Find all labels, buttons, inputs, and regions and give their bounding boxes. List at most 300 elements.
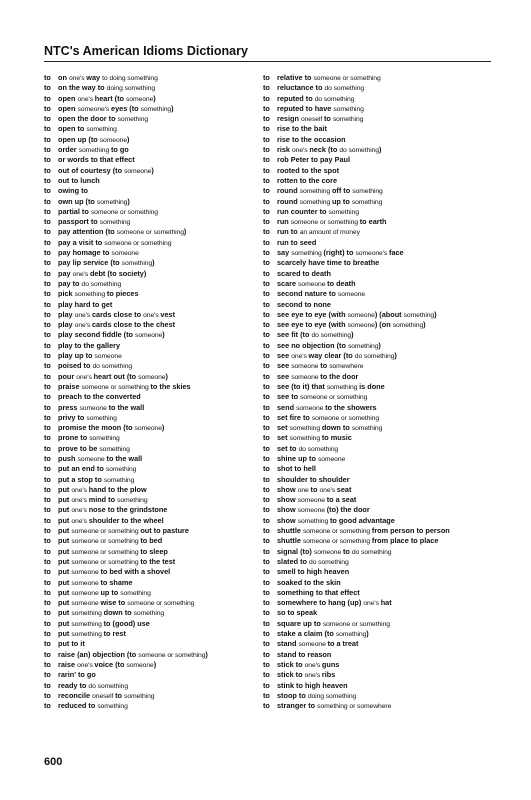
idiom-variable: something xyxy=(103,476,135,484)
idiom-entry xyxy=(44,145,269,155)
idiom-text: pour xyxy=(58,371,77,381)
idiom-variable: one's xyxy=(71,507,89,515)
idiom-text: show xyxy=(277,484,298,494)
idiom-entry xyxy=(263,341,495,351)
idiom-entry xyxy=(263,227,495,237)
idiom-variable: something xyxy=(140,105,172,113)
idiom-variable: someone or something xyxy=(71,558,141,566)
idiom-entry xyxy=(44,94,269,104)
headword-to: to xyxy=(44,196,51,206)
idiom-entry xyxy=(263,83,495,93)
idiom-variable: someone or something xyxy=(81,383,151,391)
headword-to: to xyxy=(44,83,51,93)
idiom-text: see fit (to xyxy=(277,330,312,340)
idiom-text: run to seed xyxy=(277,237,317,247)
headword-to: to xyxy=(263,515,270,525)
idiom-entry xyxy=(44,124,269,134)
idiom-text: face xyxy=(389,248,404,258)
idiom-variable: something xyxy=(117,116,149,124)
idiom-text: say xyxy=(277,248,292,258)
headword-to: to xyxy=(44,299,51,309)
headword-to: to xyxy=(263,340,270,350)
idiom-variable: something xyxy=(105,466,137,474)
idiom-entry xyxy=(44,227,269,237)
idiom-text: scared to death xyxy=(277,268,331,278)
idiom-entry xyxy=(263,681,495,691)
idiom-entry xyxy=(263,464,495,474)
idiom-text: open to xyxy=(58,124,87,134)
idiom-variable: one's xyxy=(72,270,90,278)
idiom-variable: someone xyxy=(317,455,346,463)
idiom-variable: something xyxy=(392,322,424,330)
headword-to: to xyxy=(263,206,270,216)
idiom-variable: someone xyxy=(138,373,166,381)
idiom-entry xyxy=(44,279,269,289)
idiom-variable: someone xyxy=(71,600,101,608)
idiom-variable: something xyxy=(97,703,128,711)
headword-to: to xyxy=(263,464,270,474)
idiom-entry xyxy=(263,124,495,134)
idiom-variable: one's xyxy=(304,672,322,680)
idiom-text: way xyxy=(86,73,103,82)
idiom-text: play up to xyxy=(58,351,95,361)
idiom-entry xyxy=(263,114,495,124)
idiom-entry xyxy=(44,557,269,567)
idiom-text: play to the gallery xyxy=(58,340,121,350)
idiom-variable: something xyxy=(332,116,364,124)
idiom-text: prove to be xyxy=(58,443,100,453)
headword-to: to xyxy=(44,690,51,700)
idiom-text: rob Peter to pay Paul xyxy=(277,155,350,165)
idiom-text: on the way to xyxy=(58,83,107,93)
idiom-text: press xyxy=(58,402,80,412)
idiom-text: ) xyxy=(127,196,130,206)
idiom-variable: somewhere xyxy=(329,363,364,371)
idiom-variable: one's xyxy=(291,353,309,361)
idiom-variable: something xyxy=(291,250,324,258)
headword-to: to xyxy=(263,505,270,515)
headword-to: to xyxy=(44,114,51,124)
idiom-entry xyxy=(44,217,269,227)
idiom-variable: something xyxy=(289,435,322,443)
idiom-entry xyxy=(263,495,495,505)
headword-to: to xyxy=(44,587,51,597)
idiom-entry xyxy=(44,269,269,279)
idiom-text: scare xyxy=(277,278,299,288)
idiom-text: put xyxy=(58,567,72,577)
headword-to: to xyxy=(44,93,51,103)
idiom-variable: do something xyxy=(309,558,349,566)
headword-to: to xyxy=(44,289,51,299)
idiom-text: put xyxy=(58,546,72,556)
idiom-entry xyxy=(263,598,495,608)
idiom-entry xyxy=(263,526,495,536)
idiom-text: put xyxy=(58,598,72,608)
headword-to: to xyxy=(44,392,51,402)
headword-to: to xyxy=(44,258,51,268)
idiom-text: debt (to society) xyxy=(89,268,147,278)
headword-to: to xyxy=(44,556,51,566)
idiom-text: ) (about xyxy=(374,309,404,319)
idiom-variable: someone xyxy=(126,661,154,669)
idiom-variable: doing something xyxy=(106,85,156,93)
headword-to: to xyxy=(263,659,270,669)
idiom-text: see no objection (to xyxy=(277,340,348,350)
headword-to: to xyxy=(263,309,270,319)
idiom-entry xyxy=(44,248,269,258)
idiom-text: vest xyxy=(160,309,176,319)
headword-to: to xyxy=(44,186,51,196)
idiom-text: put xyxy=(58,587,72,597)
idiom-text: scarcely have time to breathe xyxy=(277,258,380,268)
idiom-entry xyxy=(44,114,269,124)
idiom-text: run xyxy=(277,217,291,227)
headword-to: to xyxy=(44,433,51,443)
idiom-entry xyxy=(44,475,269,485)
headword-to: to xyxy=(44,103,51,113)
idiom-text: rotten to the core xyxy=(277,175,337,185)
idiom-entry xyxy=(263,73,495,83)
idiom-text: ) xyxy=(153,659,157,669)
idiom-text: ) xyxy=(171,103,174,113)
idiom-entry xyxy=(263,238,495,248)
idiom-variable: someone or something xyxy=(71,538,141,546)
idiom-entry xyxy=(263,578,495,588)
idiom-variable: someone or something xyxy=(311,414,380,422)
headword-to: to xyxy=(263,186,270,196)
headword-to: to xyxy=(44,423,51,433)
idiom-entry xyxy=(263,145,495,155)
idiom-text: risk xyxy=(277,145,293,155)
headword-to: to xyxy=(263,299,270,309)
idiom-entry xyxy=(44,300,269,310)
idiom-variable: to doing something xyxy=(102,75,158,82)
idiom-entry xyxy=(263,197,495,207)
idiom-variable: something xyxy=(120,589,151,597)
idiom-variable: someone xyxy=(298,641,328,649)
idiom-text: put xyxy=(58,505,72,515)
idiom-variable: one's xyxy=(74,322,92,330)
idiom-text: off to xyxy=(331,186,353,196)
idiom-entry xyxy=(44,433,269,443)
idiom-text: soaked to the skin xyxy=(277,577,341,587)
idiom-entry xyxy=(263,310,495,320)
idiom-variable: someone xyxy=(124,167,152,175)
headword-to: to xyxy=(44,73,51,82)
idiom-text: put xyxy=(58,526,72,536)
idiom-entry xyxy=(44,104,269,114)
idiom-text: set xyxy=(277,423,290,433)
idiom-text: put to it xyxy=(58,639,85,649)
idiom-variable: something xyxy=(78,147,111,155)
idiom-entry xyxy=(44,207,269,217)
idiom-text: play hard to get xyxy=(58,299,113,309)
idiom-text: smell to high heaven xyxy=(277,567,350,577)
headword-to: to xyxy=(44,227,51,237)
idiom-text: send xyxy=(277,402,297,412)
idiom-variable: someone or something xyxy=(116,229,184,237)
idiom-text: voice (to xyxy=(94,659,127,669)
idiom-text: somewhere to hang (up) xyxy=(277,598,364,608)
idiom-text: down to xyxy=(321,423,352,433)
idiom-variable: do something xyxy=(88,682,129,690)
idiom-text: ready to xyxy=(58,680,89,690)
idiom-variable: do something xyxy=(314,95,355,103)
idiom-text: shot to hell xyxy=(277,464,316,474)
idiom-entry xyxy=(263,248,495,258)
idiom-text: ) xyxy=(366,629,369,639)
idiom-text: heart out (to xyxy=(93,371,139,381)
header-rule xyxy=(44,61,491,62)
idiom-text: round xyxy=(277,186,300,196)
idiom-text: pay attention (to xyxy=(58,227,117,237)
idiom-entry xyxy=(263,289,495,299)
idiom-variable: something xyxy=(117,497,148,505)
idiom-text: rooted to the spot xyxy=(277,165,340,175)
idiom-variable: someone or something xyxy=(302,538,372,546)
idiom-text: put xyxy=(58,629,72,639)
headword-to: to xyxy=(263,680,270,690)
idiom-text: to the wall xyxy=(108,402,145,412)
idiom-variable: someone's xyxy=(355,250,390,258)
idiom-text: signal (to) xyxy=(277,546,314,556)
idiom-variable: someone or something xyxy=(127,600,195,608)
idiom-text: see eye to eye (with xyxy=(277,309,348,319)
idiom-text: ) xyxy=(351,330,354,340)
idiom-text: to bed xyxy=(140,536,163,546)
idiom-text: put an end to xyxy=(58,464,106,474)
idiom-variable: something xyxy=(89,435,120,443)
idiom-text: ) xyxy=(162,330,165,340)
idiom-text: set xyxy=(277,433,290,443)
headword-to: to xyxy=(263,639,270,649)
headword-to: to xyxy=(263,73,270,82)
idiom-variable: someone xyxy=(71,569,101,577)
idiom-text: own up (to xyxy=(58,196,97,206)
idiom-text: shuttle xyxy=(277,536,303,546)
idiom-text: privy to xyxy=(58,412,87,422)
headword-to: to xyxy=(44,309,51,319)
idiom-text: show xyxy=(277,515,298,525)
idiom-entry xyxy=(44,155,269,165)
idiom-text: reconcile xyxy=(58,690,93,700)
idiom-text: preach to the converted xyxy=(58,392,141,402)
headword-to: to xyxy=(263,392,270,402)
headword-to: to xyxy=(44,443,51,453)
idiom-variable: something xyxy=(351,425,383,433)
idiom-variable: one's xyxy=(363,600,381,608)
idiom-text: stand to reason xyxy=(277,649,332,659)
headword-to: to xyxy=(263,495,270,505)
headword-to: to xyxy=(263,237,270,247)
idiom-text: eyes (to xyxy=(111,103,141,113)
headword-to: to xyxy=(263,268,270,278)
idiom-text: poised to xyxy=(58,361,93,371)
headword-to: to xyxy=(44,371,51,381)
idiom-variable: someone or something xyxy=(71,548,141,556)
idiom-variable: one's xyxy=(71,497,89,505)
idiom-entry xyxy=(44,423,269,433)
idiom-entry xyxy=(263,382,495,392)
idiom-variable: something xyxy=(297,517,330,525)
idiom-variable: something xyxy=(289,425,322,433)
idiom-entry xyxy=(44,608,269,618)
idiom-text: praise xyxy=(58,381,82,391)
idiom-entry xyxy=(263,423,495,433)
headword-to: to xyxy=(44,526,51,536)
headword-to: to xyxy=(44,124,51,134)
idiom-text: put xyxy=(58,577,72,587)
idiom-variable: something xyxy=(71,620,104,628)
idiom-variable: someone xyxy=(298,280,328,288)
idiom-entry xyxy=(44,639,269,649)
idiom-variable: something xyxy=(326,383,360,391)
idiom-text: is done xyxy=(359,381,385,391)
idiom-entry xyxy=(263,701,495,711)
headword-to: to xyxy=(44,680,51,690)
idiom-text: to the skies xyxy=(150,381,191,391)
idiom-text: set fire to xyxy=(277,412,312,422)
idiom-entry xyxy=(263,475,495,485)
entries-column-right xyxy=(263,73,495,711)
idiom-variable: someone xyxy=(313,548,343,556)
headword-to: to xyxy=(263,217,270,227)
headword-to: to xyxy=(263,134,270,144)
idiom-text: pick xyxy=(58,289,75,299)
idiom-text: see xyxy=(277,371,292,381)
idiom-text: mind to xyxy=(88,495,118,505)
idiom-text: way clear (to xyxy=(308,351,355,361)
idiom-text: to the door xyxy=(320,371,359,381)
headword-to: to xyxy=(263,289,270,299)
idiom-text: ) xyxy=(378,340,381,350)
headword-to: to xyxy=(263,453,270,463)
idiom-variable: something xyxy=(71,631,104,639)
idiom-entry xyxy=(44,320,269,330)
headword-to: to xyxy=(44,134,51,144)
entries-column-left xyxy=(44,73,269,711)
idiom-text: ) (on xyxy=(374,320,393,330)
idiom-entry xyxy=(44,629,269,639)
idiom-variable: something xyxy=(352,188,383,196)
idiom-text: put xyxy=(58,618,72,628)
headword-to: to xyxy=(44,618,51,628)
idiom-text: to the test xyxy=(140,556,176,566)
idiom-text: put xyxy=(58,495,72,505)
idiom-entry xyxy=(263,155,495,165)
idiom-variable: someone xyxy=(94,353,122,361)
idiom-text: raise xyxy=(58,659,78,669)
idiom-entry xyxy=(44,135,269,145)
idiom-text: set to xyxy=(277,443,299,453)
idiom-text: to xyxy=(310,484,320,494)
idiom-text: to a treat xyxy=(327,639,359,649)
idiom-text: out to lunch xyxy=(58,175,100,185)
idiom-variable: something xyxy=(347,342,379,350)
idiom-text: slated to xyxy=(277,556,310,566)
headword-to: to xyxy=(263,433,270,443)
idiom-variable: something xyxy=(403,311,435,319)
idiom-entry xyxy=(263,330,495,340)
idiom-entry xyxy=(263,403,495,413)
idiom-variable: someone xyxy=(347,311,375,319)
idiom-entry xyxy=(44,536,269,546)
idiom-entry xyxy=(263,444,495,454)
idiom-variable: someone xyxy=(71,579,101,587)
idiom-text: put xyxy=(58,556,72,566)
idiom-text: to a seat xyxy=(326,495,357,505)
idiom-entry xyxy=(44,660,269,670)
headword-to: to xyxy=(263,670,270,680)
idiom-text: down to xyxy=(103,608,134,618)
idiom-variable: someone xyxy=(291,373,321,381)
idiom-variable: someone or something xyxy=(302,528,372,536)
idiom-entry xyxy=(44,444,269,454)
idiom-variable: one xyxy=(297,486,311,494)
idiom-text: raise (an) objection (to xyxy=(58,649,139,659)
idiom-text: ) xyxy=(394,351,397,361)
idiom-text: up to xyxy=(331,196,352,206)
idiom-entry xyxy=(44,464,269,474)
idiom-entry xyxy=(44,403,269,413)
headword-to: to xyxy=(44,237,51,247)
idiom-variable: someone xyxy=(291,363,321,371)
headword-to: to xyxy=(44,278,51,288)
idiom-text: play xyxy=(58,309,75,319)
idiom-variable: someone xyxy=(79,404,109,412)
idiom-text: to earth xyxy=(359,217,387,227)
idiom-entry xyxy=(263,588,495,598)
idiom-text: put xyxy=(58,608,72,618)
headword-to: to xyxy=(44,361,51,371)
idiom-text: shoulder to the wheel xyxy=(88,515,164,525)
idiom-variable: someone's xyxy=(77,105,112,113)
idiom-text: so to speak xyxy=(277,608,318,618)
idiom-variable: someone xyxy=(297,507,327,515)
idiom-entry xyxy=(44,197,269,207)
idiom-variable: someone or something xyxy=(313,75,381,82)
idiom-text: pay a visit to xyxy=(58,237,105,247)
idiom-variable: something xyxy=(335,631,367,639)
idiom-entry xyxy=(44,681,269,691)
idiom-text: square up to xyxy=(277,618,323,628)
idiom-text: put xyxy=(58,536,72,546)
headword-to: to xyxy=(263,196,270,206)
idiom-entry xyxy=(44,166,269,176)
idiom-entry xyxy=(263,660,495,670)
idiom-text: guns xyxy=(321,659,340,669)
idiom-variable: someone xyxy=(134,425,162,433)
headword-to: to xyxy=(44,536,51,546)
headword-to: to xyxy=(263,145,270,155)
idiom-entry xyxy=(44,619,269,629)
idiom-text: show xyxy=(277,495,298,505)
idiom-text: shuttle xyxy=(277,526,303,536)
idiom-entry xyxy=(263,186,495,196)
idiom-text: to the showers xyxy=(325,402,377,412)
idiom-text: to good advantage xyxy=(329,515,395,525)
headword-to: to xyxy=(44,639,51,649)
idiom-text: see eye to eye (with xyxy=(277,320,348,330)
idiom-text: from person to person xyxy=(371,526,450,536)
idiom-variable: something xyxy=(86,414,117,422)
headword-to: to xyxy=(263,556,270,566)
idiom-text: reluctance to xyxy=(277,83,325,93)
headword-to: to xyxy=(44,248,51,258)
headword-to: to xyxy=(263,526,270,536)
idiom-text: heart (to xyxy=(94,93,127,103)
idiom-text: see xyxy=(277,351,292,361)
